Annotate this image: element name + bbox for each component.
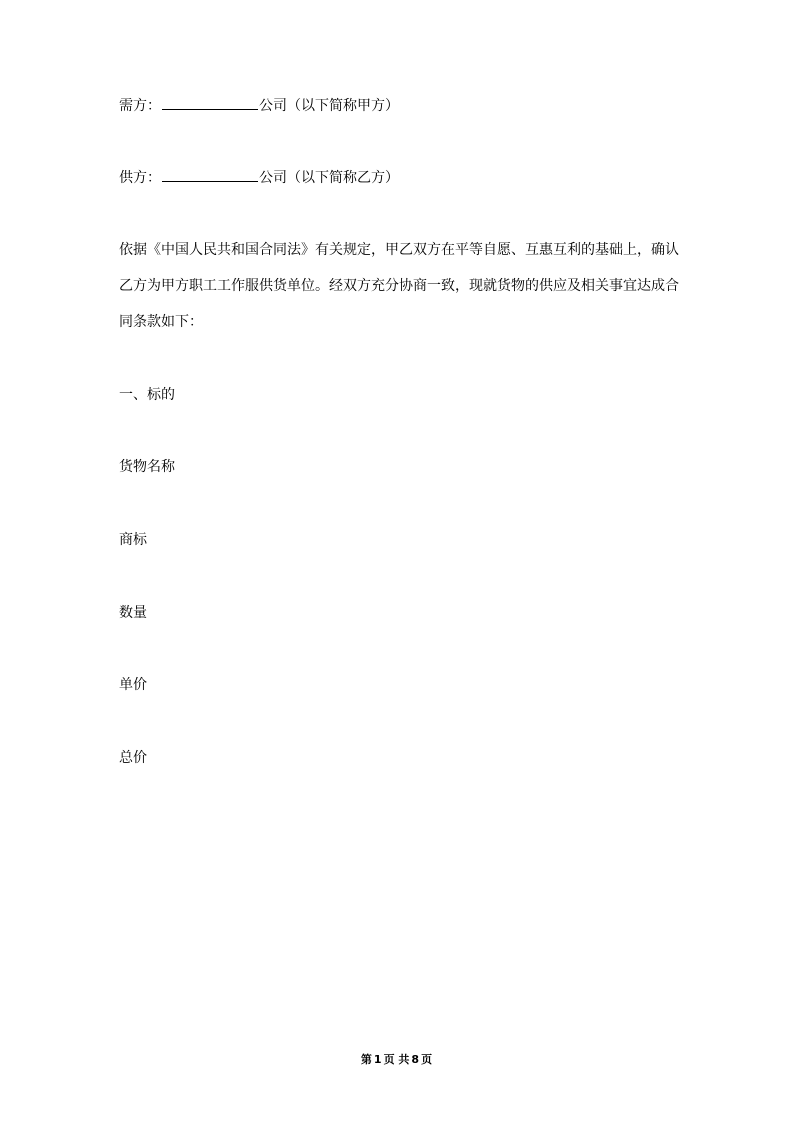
- buyer-suffix: 公司（以下简称甲方）: [259, 98, 399, 114]
- page-prefix: 第: [360, 1053, 372, 1066]
- intro-line-1: 依据《中国人民共和国合同法》有关规定，甲乙双方在平等自愿、互惠互利的基础上，确认: [119, 242, 679, 258]
- page-total: 8: [411, 1053, 420, 1066]
- page-current: 1: [373, 1053, 382, 1066]
- page-suffix: 页: [421, 1053, 433, 1066]
- item-unit-price: 单价: [119, 677, 147, 693]
- intro-line-2: 乙方为甲方职工工作服供货单位。经双方充分协商一致，现就货物的供应及相关事宜达成合: [119, 278, 679, 294]
- item-total-price: 总价: [119, 750, 147, 766]
- buyer-name-blank: [162, 96, 258, 110]
- buyer-label: 需方：: [119, 98, 161, 114]
- seller-line: [119, 168, 399, 188]
- seller-suffix: 公司（以下简称乙方）: [259, 170, 399, 186]
- item-trademark: 商标: [119, 532, 147, 548]
- item-goods-name: 货物名称: [119, 459, 175, 475]
- intro-line-3: 同条款如下：: [119, 314, 203, 330]
- seller-name-blank: [162, 168, 258, 182]
- page-middle: 页 共: [383, 1053, 410, 1066]
- buyer-line: [119, 96, 399, 116]
- page-footer: [0, 1053, 793, 1067]
- seller-label: 供方：: [119, 170, 161, 186]
- item-quantity: 数量: [119, 605, 147, 621]
- section-heading: 一、标的: [119, 387, 175, 403]
